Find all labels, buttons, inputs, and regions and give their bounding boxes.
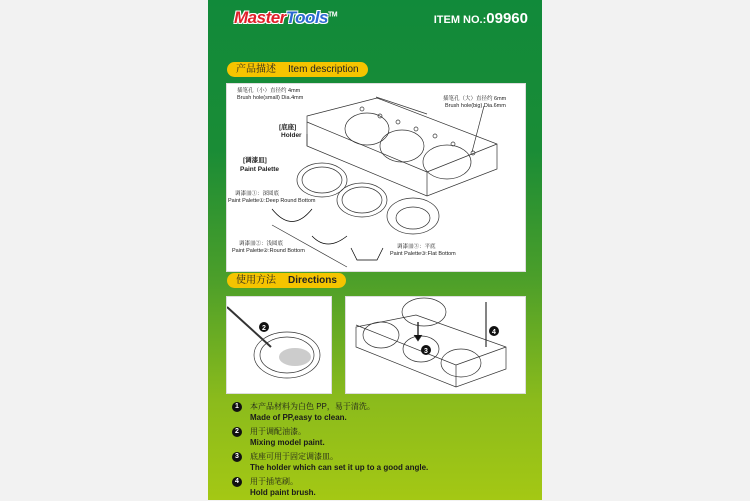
step-text-en: Mixing model paint. — [250, 438, 325, 447]
section-directions: 使用方法 Directions — [227, 273, 346, 288]
big-hole-label-cn: 插笔孔（大）直径约 6mm — [443, 96, 507, 102]
step-text-cn: 用于调配油漆。 — [250, 427, 306, 436]
palette1-label-cn: 调漆皿①：深圆底 — [235, 191, 280, 197]
holder-label-en: Holder — [281, 132, 302, 139]
small-hole-label-cn: 插笔孔（小）直径约 4mm — [237, 88, 301, 94]
item-diagram — [226, 83, 526, 272]
instruction-sheet — [208, 0, 542, 500]
step-number-icon: 1 — [232, 402, 242, 412]
brand-logo: MasterTools™ — [234, 8, 338, 27]
palette-label-en: Paint Palette — [240, 166, 280, 173]
step-text-cn: 底座可用于固定调漆皿。 — [250, 452, 338, 461]
palette1-label-en: Paint Palette①:Deep Round Bottom — [228, 198, 316, 204]
direction-step — [230, 401, 428, 423]
directions-image-holder — [345, 296, 526, 394]
directions-list — [230, 401, 428, 501]
small-hole-label-en: Brush hole(small) Dia.4mm — [237, 95, 304, 101]
big-hole-label-en: Brush hole(big) Dia.6mm — [445, 103, 506, 109]
palette2-label-cn: 调漆皿②：浅圆底 — [239, 241, 284, 247]
step-number-icon: 4 — [232, 477, 242, 487]
svg-text:4: 4 — [492, 329, 496, 336]
step-number-icon: 3 — [232, 452, 242, 462]
step-text-en: Hold paint brush. — [250, 488, 316, 497]
holder-label-cn: [底座] — [279, 124, 297, 131]
direction-step — [230, 451, 428, 473]
brush-in-palette-drawing — [227, 297, 331, 393]
palette-label-cn: [调漆皿] — [243, 157, 267, 164]
palette2-label-en: Paint Palette②:Round Bottom — [232, 248, 305, 254]
svg-text:3: 3 — [424, 348, 428, 355]
item-number: ITEM NO.:09960 — [433, 10, 528, 27]
holder-assembly-drawing — [346, 297, 525, 393]
palette3-label-cn: 调漆皿③：平底 — [397, 244, 436, 250]
step-text-cn: 用于插笔刷。 — [250, 477, 298, 486]
direction-step — [230, 426, 428, 448]
step-text-en: Made of PP,easy to clean. — [250, 413, 347, 422]
step-number-icon: 2 — [232, 427, 242, 437]
svg-text:2: 2 — [262, 325, 266, 332]
direction-step — [230, 476, 428, 498]
step-text-cn: 本产品材料为白色 PP，易于清洗。 — [250, 402, 375, 411]
section-item-description: 产品描述 Item description — [227, 62, 368, 77]
step-text-en: The holder which can set it up to a good angle. — [250, 463, 429, 472]
directions-image-palette — [226, 296, 332, 394]
palette3-label-en: Paint Palette③:Flat Bottom — [390, 251, 456, 257]
